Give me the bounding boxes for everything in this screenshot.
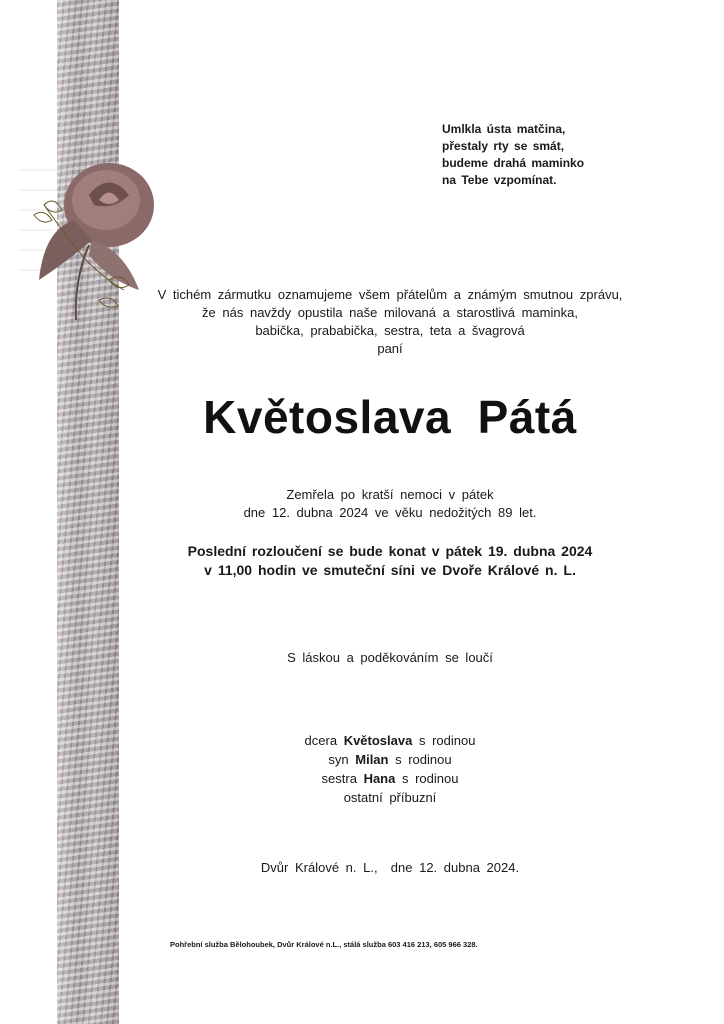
farewell-line: v 11,00 hodin ve smuteční síni ve Dvoře Králové n. L. [204,562,576,578]
mourner-relation: syn [328,752,349,767]
intro-line: že nás navždy opustila naše milovaná a starostlivá maminka, [202,305,578,320]
mourner-suffix: s rodinou [395,752,452,767]
mourner-name: Květoslava [343,733,413,748]
funeral-service-footer: Pohřební služba Bělohoubek, Dvůr Králové n.L., stálá služba 603 416 213, 605 966 328. [170,940,478,949]
mourner-relation: dcera [304,733,338,748]
mourner-row [130,750,650,769]
intro-line: babička, prababička, sestra, teta a švagrová [255,323,525,338]
mourner-relation: sestra [321,771,357,786]
memorial-poem [442,121,642,189]
mourner-name: Hana [363,771,396,786]
funeral-details [130,542,650,580]
mourner-row [130,769,650,788]
poem-line: přestaly rty se smát, [442,139,565,153]
farewell-line: Poslední rozloučení se bude konat v pátek 19. dubna 2024 [187,543,593,559]
death-notice [130,486,650,522]
announcement-intro [130,286,650,358]
death-line: Zemřela po kratší nemoci v pátek [286,487,494,502]
death-line: dne 12. dubna 2024 ve věku nedožitých 89 let. [243,505,537,520]
deceased-name: Květoslava Pátá [203,391,577,443]
poem-line: budeme drahá maminko [442,156,585,170]
intro-line: V tichém zármutku oznamujeme všem přátelům a známým smutnou zprávu, [157,287,623,302]
intro-line: paní [377,341,403,356]
mourners-other: ostatní příbuzní [343,790,437,805]
mourner-suffix: s rodinou [418,733,476,748]
mourner-suffix: s rodinou [401,771,459,786]
thanks-line: S láskou a poděkováním se loučí [287,650,493,665]
poem-line: Umlkla ústa matčina, [442,122,566,136]
mourner-row [130,731,650,750]
place-and-date: Dvůr Králové n. L., dne 12. dubna 2024. [260,860,520,875]
mourners-list [130,731,650,807]
poem-line: na Tebe vzpomínat. [442,173,557,187]
mourner-name: Milan [355,752,389,767]
